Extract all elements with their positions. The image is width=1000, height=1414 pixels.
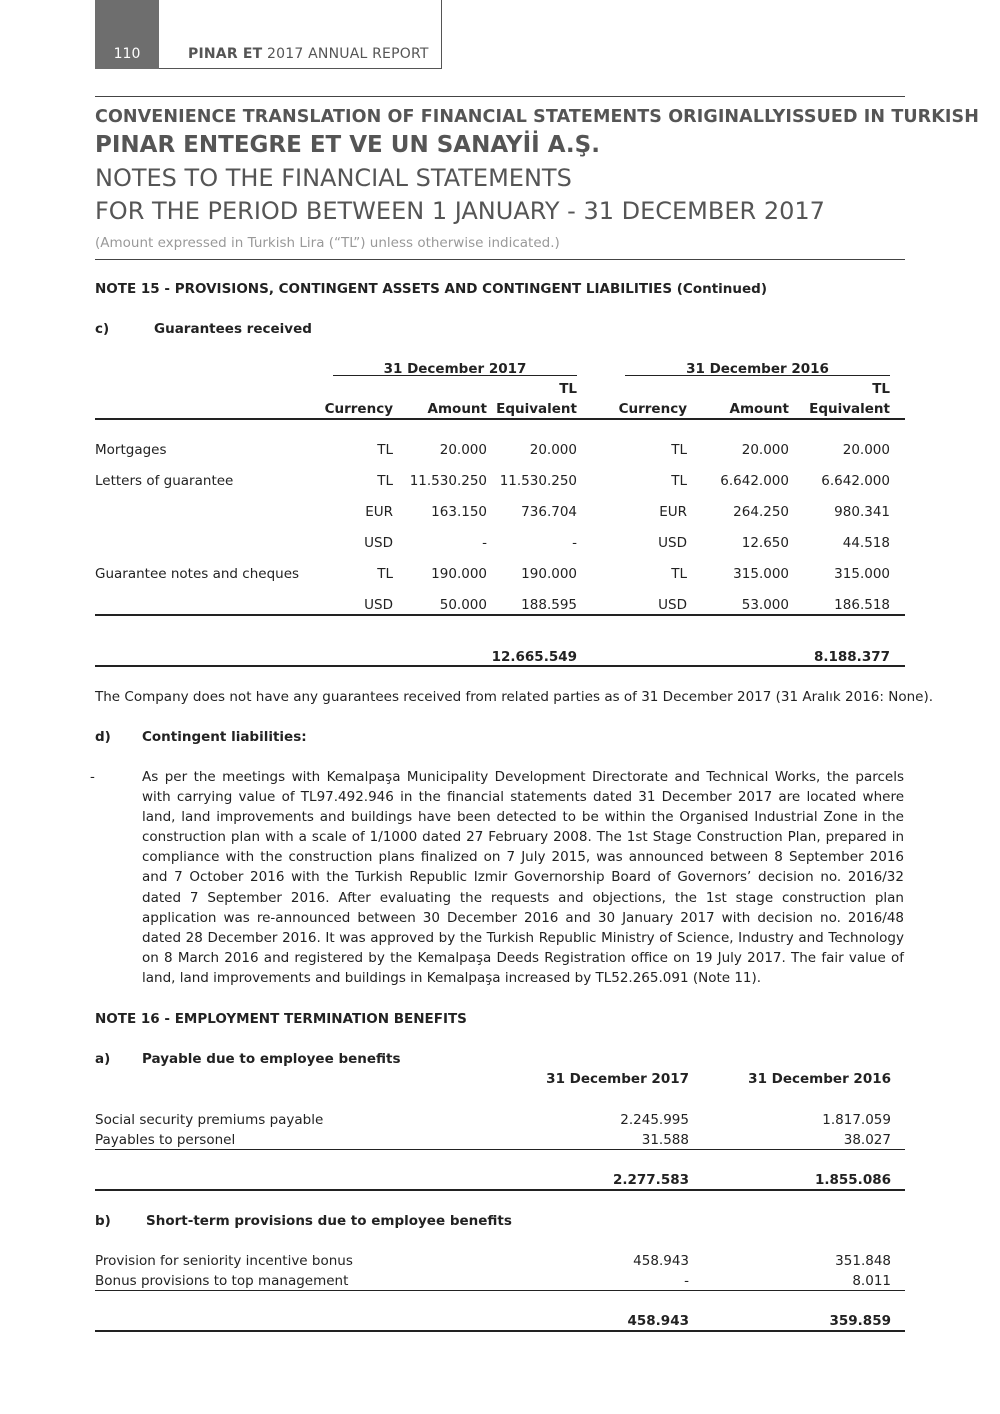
header-divider	[95, 96, 905, 97]
currency-note: (Amount expressed in Turkish Lira (“TL”) unless otherwise indicated.)	[95, 235, 560, 251]
guarantees-total-rule	[95, 665, 905, 667]
row-equivalent-2016: 20.000	[842, 442, 890, 458]
row-amount-2017: 20.000	[439, 442, 487, 458]
row-currency-2017: TL	[377, 566, 393, 582]
row-currency-2017: TL	[377, 442, 393, 458]
row-label: Mortgages	[95, 442, 167, 458]
row-equivalent-2016: 980.341	[834, 504, 890, 520]
row-equivalent-2017: 190.000	[521, 566, 577, 582]
title-divider	[95, 259, 905, 260]
row-value-2016: 1.817.059	[822, 1112, 891, 1128]
report-brand: PINAR ET	[188, 46, 263, 62]
guarantees-period-2016: 31 December 2016	[686, 361, 829, 377]
section-d-letter: d)	[95, 729, 111, 745]
provisions-total-2017: 458.943	[627, 1313, 689, 1329]
row-currency-2016: EUR	[659, 504, 687, 520]
row-currency-2017: TL	[377, 473, 393, 489]
row-value-2016: 8.011	[852, 1273, 891, 1289]
col-amount-2016: Amount	[729, 401, 789, 417]
section-c-title: Guarantees received	[154, 321, 312, 337]
row-label: Bonus provisions to top management	[95, 1273, 349, 1289]
row-label: Letters of guarantee	[95, 473, 234, 489]
col-tl-2016: TL	[872, 381, 890, 397]
row-currency-2016: TL	[671, 473, 687, 489]
section-a-title: Payable due to employee benefits	[142, 1051, 401, 1067]
row-currency-2016: TL	[671, 442, 687, 458]
row-amount-2016: 53.000	[741, 597, 789, 613]
row-amount-2017: -	[482, 535, 487, 551]
guarantees-total-2016: 8.188.377	[813, 649, 890, 665]
payables-total-2017: 2.277.583	[612, 1172, 689, 1188]
row-equivalent-2016: 44.518	[842, 535, 890, 551]
row-equivalent-2016: 315.000	[834, 566, 890, 582]
guarantees-period-2017: 31 December 2017	[383, 361, 527, 377]
report-title	[188, 46, 429, 62]
provisions-total-2016: 359.859	[829, 1313, 891, 1329]
row-currency-2016: USD	[658, 535, 687, 551]
row-amount-2016: 315.000	[733, 566, 789, 582]
row-label: Guarantee notes and cheques	[95, 566, 300, 582]
row-value-2017: 2.245.995	[620, 1112, 689, 1128]
row-label: Provision for seniority incentive bonus	[95, 1253, 353, 1269]
provisions-rows-rule	[95, 1290, 905, 1291]
bullet-dash: -	[90, 769, 95, 785]
col-amount-2017: Amount	[427, 401, 487, 417]
guarantees-rows-rule	[95, 614, 905, 616]
page-number: 110	[95, 0, 159, 69]
row-currency-2017: EUR	[365, 504, 393, 520]
row-equivalent-2017: 188.595	[521, 597, 577, 613]
row-value-2017: 31.588	[641, 1132, 689, 1148]
col-tl-2017: TL	[559, 381, 577, 397]
row-equivalent-2017: 11.530.250	[499, 473, 577, 489]
payables-total-rule	[95, 1189, 905, 1191]
company-name: PINAR ENTEGRE ET VE UN SANAYİİ A.Ş.	[95, 132, 600, 158]
row-amount-2017: 163.150	[431, 504, 487, 520]
note16-heading: NOTE 16 - EMPLOYMENT TERMINATION BENEFITS	[95, 1011, 467, 1027]
payables-total-2016: 1.855.086	[814, 1172, 891, 1188]
provisions-total-rule	[95, 1330, 905, 1332]
row-currency-2016: USD	[658, 597, 687, 613]
guarantees-header-rule	[95, 418, 905, 420]
section-c-letter: c)	[95, 321, 110, 337]
guarantees-total-2017: 12.665.549	[491, 649, 577, 665]
row-value-2016: 351.848	[835, 1253, 891, 1269]
row-label: Social security premiums payable	[95, 1112, 324, 1128]
report-name: 2017 ANNUAL REPORT	[267, 46, 429, 62]
related-parties-note: The Company does not have any guarantees received from related parties as of 31 December 2017 (31 Aralık 2016: None).	[95, 689, 934, 705]
row-amount-2016: 264.250	[733, 504, 789, 520]
row-amount-2016: 20.000	[741, 442, 789, 458]
row-currency-2017: USD	[364, 597, 393, 613]
note15-heading: NOTE 15 - PROVISIONS, CONTINGENT ASSETS AND CONTINGENT LIABILITIES (Continued)	[95, 281, 768, 297]
period-2017-underline	[333, 375, 577, 376]
payables-rows-rule	[95, 1149, 905, 1150]
section-b-title: Short-term provisions due to employee benefits	[146, 1213, 512, 1229]
row-value-2016: 38.027	[843, 1132, 891, 1148]
row-equivalent-2017: 736.704	[521, 504, 577, 520]
row-currency-2017: USD	[364, 535, 393, 551]
row-amount-2016: 12.650	[741, 535, 789, 551]
col-equivalent-2016: Equivalent	[809, 401, 890, 417]
row-amount-2017: 11.530.250	[409, 473, 487, 489]
row-equivalent-2016: 186.518	[834, 597, 890, 613]
row-amount-2017: 50.000	[439, 597, 487, 613]
row-equivalent-2017: -	[572, 535, 577, 551]
translation-title: CONVENIENCE TRANSLATION OF FINANCIAL STATEMENTS ORIGINALLYISSUED IN TURKISH	[95, 107, 979, 127]
row-equivalent-2017: 20.000	[529, 442, 577, 458]
col-equivalent-2017: Equivalent	[496, 401, 577, 417]
contingent-liabilities-text: As per the meetings with Kemalpaşa Municipality Development Directorate and Technical Works, the parcels with carrying value of TL97.492.946 in the financial statements dated 31 December 2017 are located where land, land improvements and buildings have been detected to be within the Organised Industrial Zone in the construction plan with a scale of 1/1000 dated 27 February 2008. The 1st Stage Construction Plan, prepared in compliance with the construction plans finalized on 7 July 2015, was announced between 8 September 2016 and 7 October 2016 with the Turkish Republic Izmir Governorship Board of Governors’ decision no. 2016/32 dated 7 September 2016. After evaluating the requests and objections, the 1st stage construction plan application was re-announced between 30 December 2016 and 30 January 2017 with decision no. 2016/48 dated 28 December 2016. It was approved by the Turkish Republic Ministry of Science, Industry and Technology on 8 March 2016 and registered by the Kemalpaşa Deeds Registration office on 19 July 2017. The fair value of land, land improvements and buildings in Kemalpaşa increased by TL52.265.091 (Note 11).	[142, 769, 904, 986]
row-currency-2016: TL	[671, 566, 687, 582]
notes-title: NOTES TO THE FINANCIAL STATEMENTS	[95, 164, 572, 192]
col-currency-2017: Currency	[324, 401, 393, 417]
period-2016-underline	[625, 375, 890, 376]
section-d-title: Contingent liabilities:	[142, 729, 307, 745]
row-value-2017: -	[684, 1273, 689, 1289]
section-b-letter: b)	[95, 1213, 111, 1229]
period-title: FOR THE PERIOD BETWEEN 1 JANUARY - 31 DECEMBER 2017	[95, 197, 825, 225]
note16-period-2016: 31 December 2016	[748, 1071, 891, 1087]
row-equivalent-2016: 6.642.000	[821, 473, 890, 489]
section-a-letter: a)	[95, 1051, 111, 1067]
row-value-2017: 458.943	[633, 1253, 689, 1269]
row-amount-2017: 190.000	[431, 566, 487, 582]
col-currency-2016: Currency	[618, 401, 687, 417]
note16-period-2017: 31 December 2017	[546, 1071, 689, 1087]
row-amount-2016: 6.642.000	[720, 473, 789, 489]
row-label: Payables to personel	[95, 1132, 236, 1148]
